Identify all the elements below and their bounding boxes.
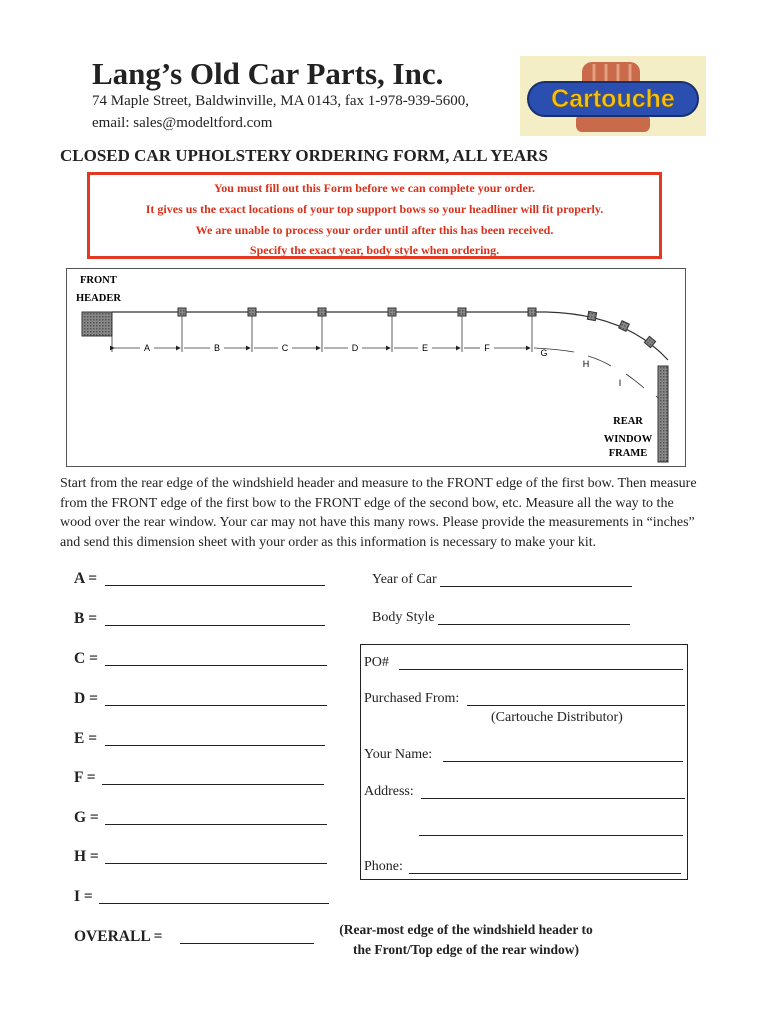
- front-header-block: [82, 312, 112, 336]
- segment-label: E: [421, 343, 429, 353]
- segment-label: D: [351, 343, 359, 353]
- svg-text:Cartouche: Cartouche: [551, 85, 675, 113]
- rear-frame-label: FRAME: [608, 448, 648, 459]
- bow-marker: [587, 311, 596, 320]
- year-label: Year of Car: [372, 572, 437, 587]
- front-header-label: FRONT: [80, 275, 117, 286]
- body-style-field[interactable]: [438, 624, 630, 625]
- measurement-label-e: E =: [74, 730, 98, 747]
- measurement-h-field[interactable]: [105, 863, 327, 864]
- overall-note-line: the Front/Top edge of the rear window): [353, 942, 579, 957]
- po-label: PO#: [364, 655, 389, 670]
- overall-note: [316, 920, 616, 960]
- segment-label: A: [143, 343, 151, 353]
- measurement-label-h: H =: [74, 848, 99, 865]
- phone-field[interactable]: [409, 873, 681, 874]
- purchased-from-field[interactable]: [467, 705, 685, 706]
- year-field[interactable]: [440, 586, 632, 587]
- customer-info-box: [360, 644, 688, 880]
- notice-line: You must fill out this Form before we can complete your order.: [213, 181, 536, 195]
- overall-note-line: (Rear-most edge of the windshield header to: [339, 922, 593, 937]
- rear-frame-label: WINDOW: [603, 434, 653, 445]
- distributor-note: (Cartouche Distributor): [491, 710, 623, 725]
- measurement-b-field[interactable]: [105, 625, 325, 626]
- your-name-field[interactable]: [443, 761, 683, 762]
- address-field-2[interactable]: [419, 835, 683, 836]
- measurement-label-c: C =: [74, 650, 98, 667]
- form-title: CLOSED CAR UPHOLSTERY ORDERING FORM, ALL YEARS: [60, 146, 548, 165]
- purchased-from-label: Purchased From:: [364, 691, 460, 706]
- front-header-label: HEADER: [76, 293, 121, 304]
- your-name-label: Your Name:: [364, 747, 433, 762]
- measurement-label-a: A =: [74, 570, 98, 587]
- bow-marker: [178, 308, 186, 316]
- instructions-paragraph: Start from the rear edge of the windshield header and measure to the FRONT edge of the first bow. Then measure from the FRONT edge of the first bow to the FRONT edge of the second bow, etc. Measure all the way to the wood over the rear window. Your car may not have this many rows. Please provide the measurements in “inches” and send this dimension sheet with your order as this information is necessary to make your kit.: [60, 476, 697, 550]
- notice-line: It gives us the exact locations of your top support bows so your headliner will fit properly.: [145, 202, 604, 216]
- bow-marker: [248, 308, 256, 316]
- company-email: email: sales@modeltford.com: [92, 115, 273, 131]
- measurement-label-g: G =: [74, 809, 99, 826]
- bow-marker: [388, 308, 396, 316]
- company-name: Lang’s Old Car Parts, Inc.: [92, 56, 444, 91]
- po-field[interactable]: [399, 669, 683, 670]
- measurement-e-field[interactable]: [105, 745, 325, 746]
- measurement-label-b: B =: [74, 610, 98, 627]
- rear-frame-label: REAR: [613, 416, 643, 427]
- segment-label: H: [582, 359, 590, 369]
- measurement-a-field[interactable]: [105, 585, 325, 586]
- bow-marker: [458, 308, 466, 316]
- measurement-i-field[interactable]: [99, 903, 329, 904]
- phone-label: Phone:: [364, 859, 403, 874]
- measurement-label-d: D =: [74, 690, 98, 707]
- bow-marker: [318, 308, 326, 316]
- measurement-d-field[interactable]: [105, 705, 327, 706]
- segment-label: C: [281, 343, 289, 353]
- rear-window-frame: [658, 366, 668, 462]
- company-address: 74 Maple Street, Baldwinville, MA 0143, fax 1-978-939-5600,: [92, 93, 470, 109]
- address-label: Address:: [364, 784, 414, 799]
- measurement-c-field[interactable]: [105, 665, 327, 666]
- measurement-g-field[interactable]: [105, 824, 327, 825]
- bow-diagram: [66, 268, 686, 467]
- notice-box: [87, 172, 662, 259]
- segment-label: G: [540, 348, 548, 358]
- measurement-f-field[interactable]: [102, 784, 324, 785]
- address-field-1[interactable]: [421, 798, 685, 799]
- measurement-label-i: I =: [74, 888, 93, 905]
- overall-field[interactable]: [180, 943, 314, 944]
- notice-line: We are unable to process your order until after this has been received.: [195, 223, 554, 237]
- bow-marker: [528, 308, 536, 316]
- body-style-label: Body Style: [372, 610, 435, 625]
- segment-label: I: [618, 378, 622, 388]
- notice-line: Specify the exact year, body style when ordering.: [249, 243, 500, 257]
- segment-label: F: [484, 343, 490, 353]
- measurement-label-f: F =: [74, 769, 96, 786]
- overall-label: OVERALL =: [74, 928, 163, 945]
- cartouche-logo: [520, 56, 706, 136]
- segment-label: B: [213, 343, 221, 353]
